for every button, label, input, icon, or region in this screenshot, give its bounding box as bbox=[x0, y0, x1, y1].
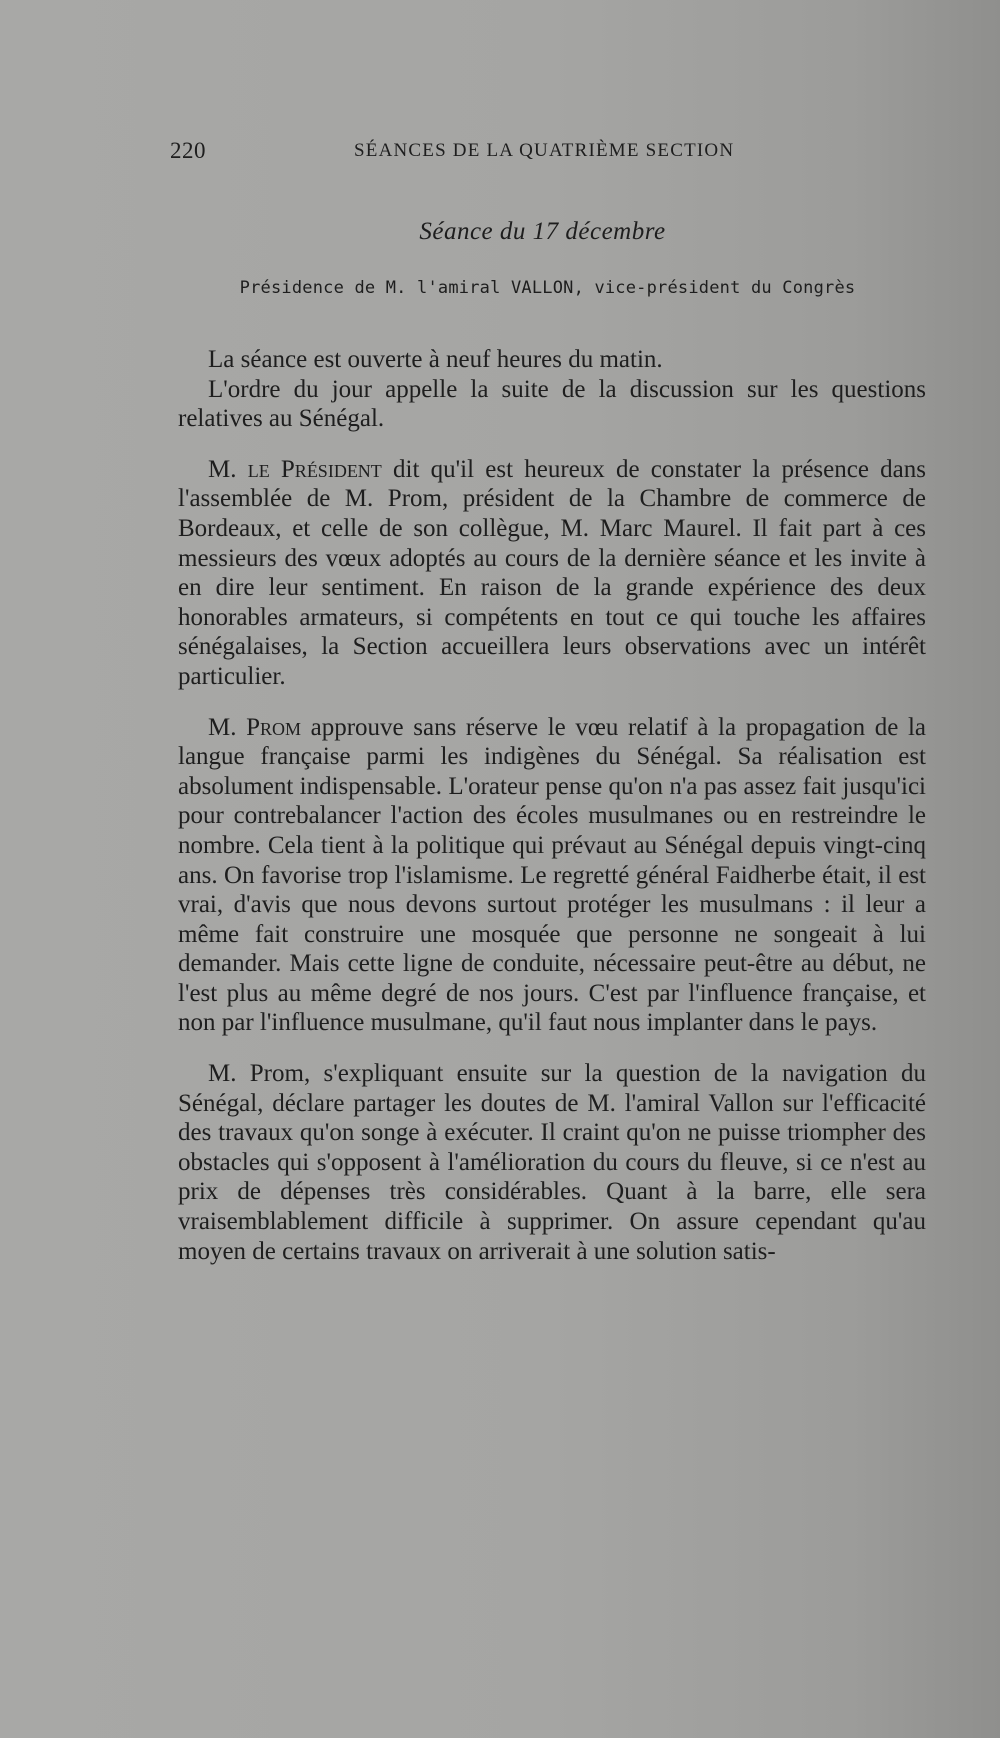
paragraph-prom-navigation: M. Prom, s'expliquant ensuite sur la question de la navigation du Sénégal, déclare partager les doutes de M. l'amiral Vallon sur l'efficacité des travaux qu'on songe à exécuter. Il craint qu'on ne puisse triompher des obstacles qui s'opposent à l'amélioration du cours du fleuve, si ce n'est au prix de dépenses très considérables. Quant à la barre, elle sera vraisemblablement difficile à supprimer. On assure cependant qu'au moyen de certains travaux on arriverait à une solution satis- bbox=[178, 1060, 926, 1265]
body-text bbox=[178, 345, 926, 1266]
paragraph-president bbox=[178, 455, 926, 692]
paragraph-text: approuve sans réserve le vœu relatif à la propagation de la langue française parmi les indigènes du Sénégal. Sa réalisation est absolument indispensable. L'orateur pense qu'on n'a pas assez fait jusqu'ici pour contrebalancer l'action des écoles musulmanes ou en restreindre le nombre. Cela tient à la politique qui prévaut au Sénégal depuis vingt-cinq ans. On favorise trop l'islamisme. Le regretté général Faidherbe était, il est vrai, d'avis que nous devons surtout protéger les musulmans : il leur a même fait construire une mosquée que personne ne songeait à lui demander. Mais cette ligne de conduite, nécessaire peut-être au début, ne l'est plus au même degré de nos jours. C'est par l'influence française, et non par l'influence musulmane, qu'il faut nous implanter dans le pays. bbox=[178, 713, 926, 1037]
speaker-name: M. le Président bbox=[208, 455, 382, 483]
paragraph-prom-language bbox=[178, 713, 926, 1039]
presidence-line: Présidence de M. l'amiral VALLON, vice-président du Congrès bbox=[239, 278, 856, 298]
paragraph-agenda: L'ordre du jour appelle la suite de la discussion sur les questions relatives au Sénégal. bbox=[178, 375, 926, 433]
running-header bbox=[170, 138, 740, 168]
running-title: SÉANCES DE LA QUATRIÈME SECTION bbox=[354, 140, 735, 161]
speaker-name: M. Prom bbox=[208, 713, 302, 741]
session-title: Séance du 17 décembre bbox=[419, 218, 666, 245]
page-number: 220 bbox=[170, 138, 206, 163]
paragraph-opening: La séance est ouverte à neuf heures du matin. bbox=[208, 346, 663, 373]
paragraph-text: dit qu'il est heureux de constater la présence dans l'assemblée de M. Prom, président de la Chambre de commerce de Bordeaux, et celle de son collègue, M. Marc Maurel. Il fait part à ces messieurs des vœux adoptés au cours de la dernière séance et les invite à en dire leur sentiment. En raison de la grande expérience des deux honorables armateurs, si compétents en tout ce qui touche les affaires sénégalaises, la Section accueillera leurs observations avec un intérêt particulier. bbox=[178, 455, 926, 690]
